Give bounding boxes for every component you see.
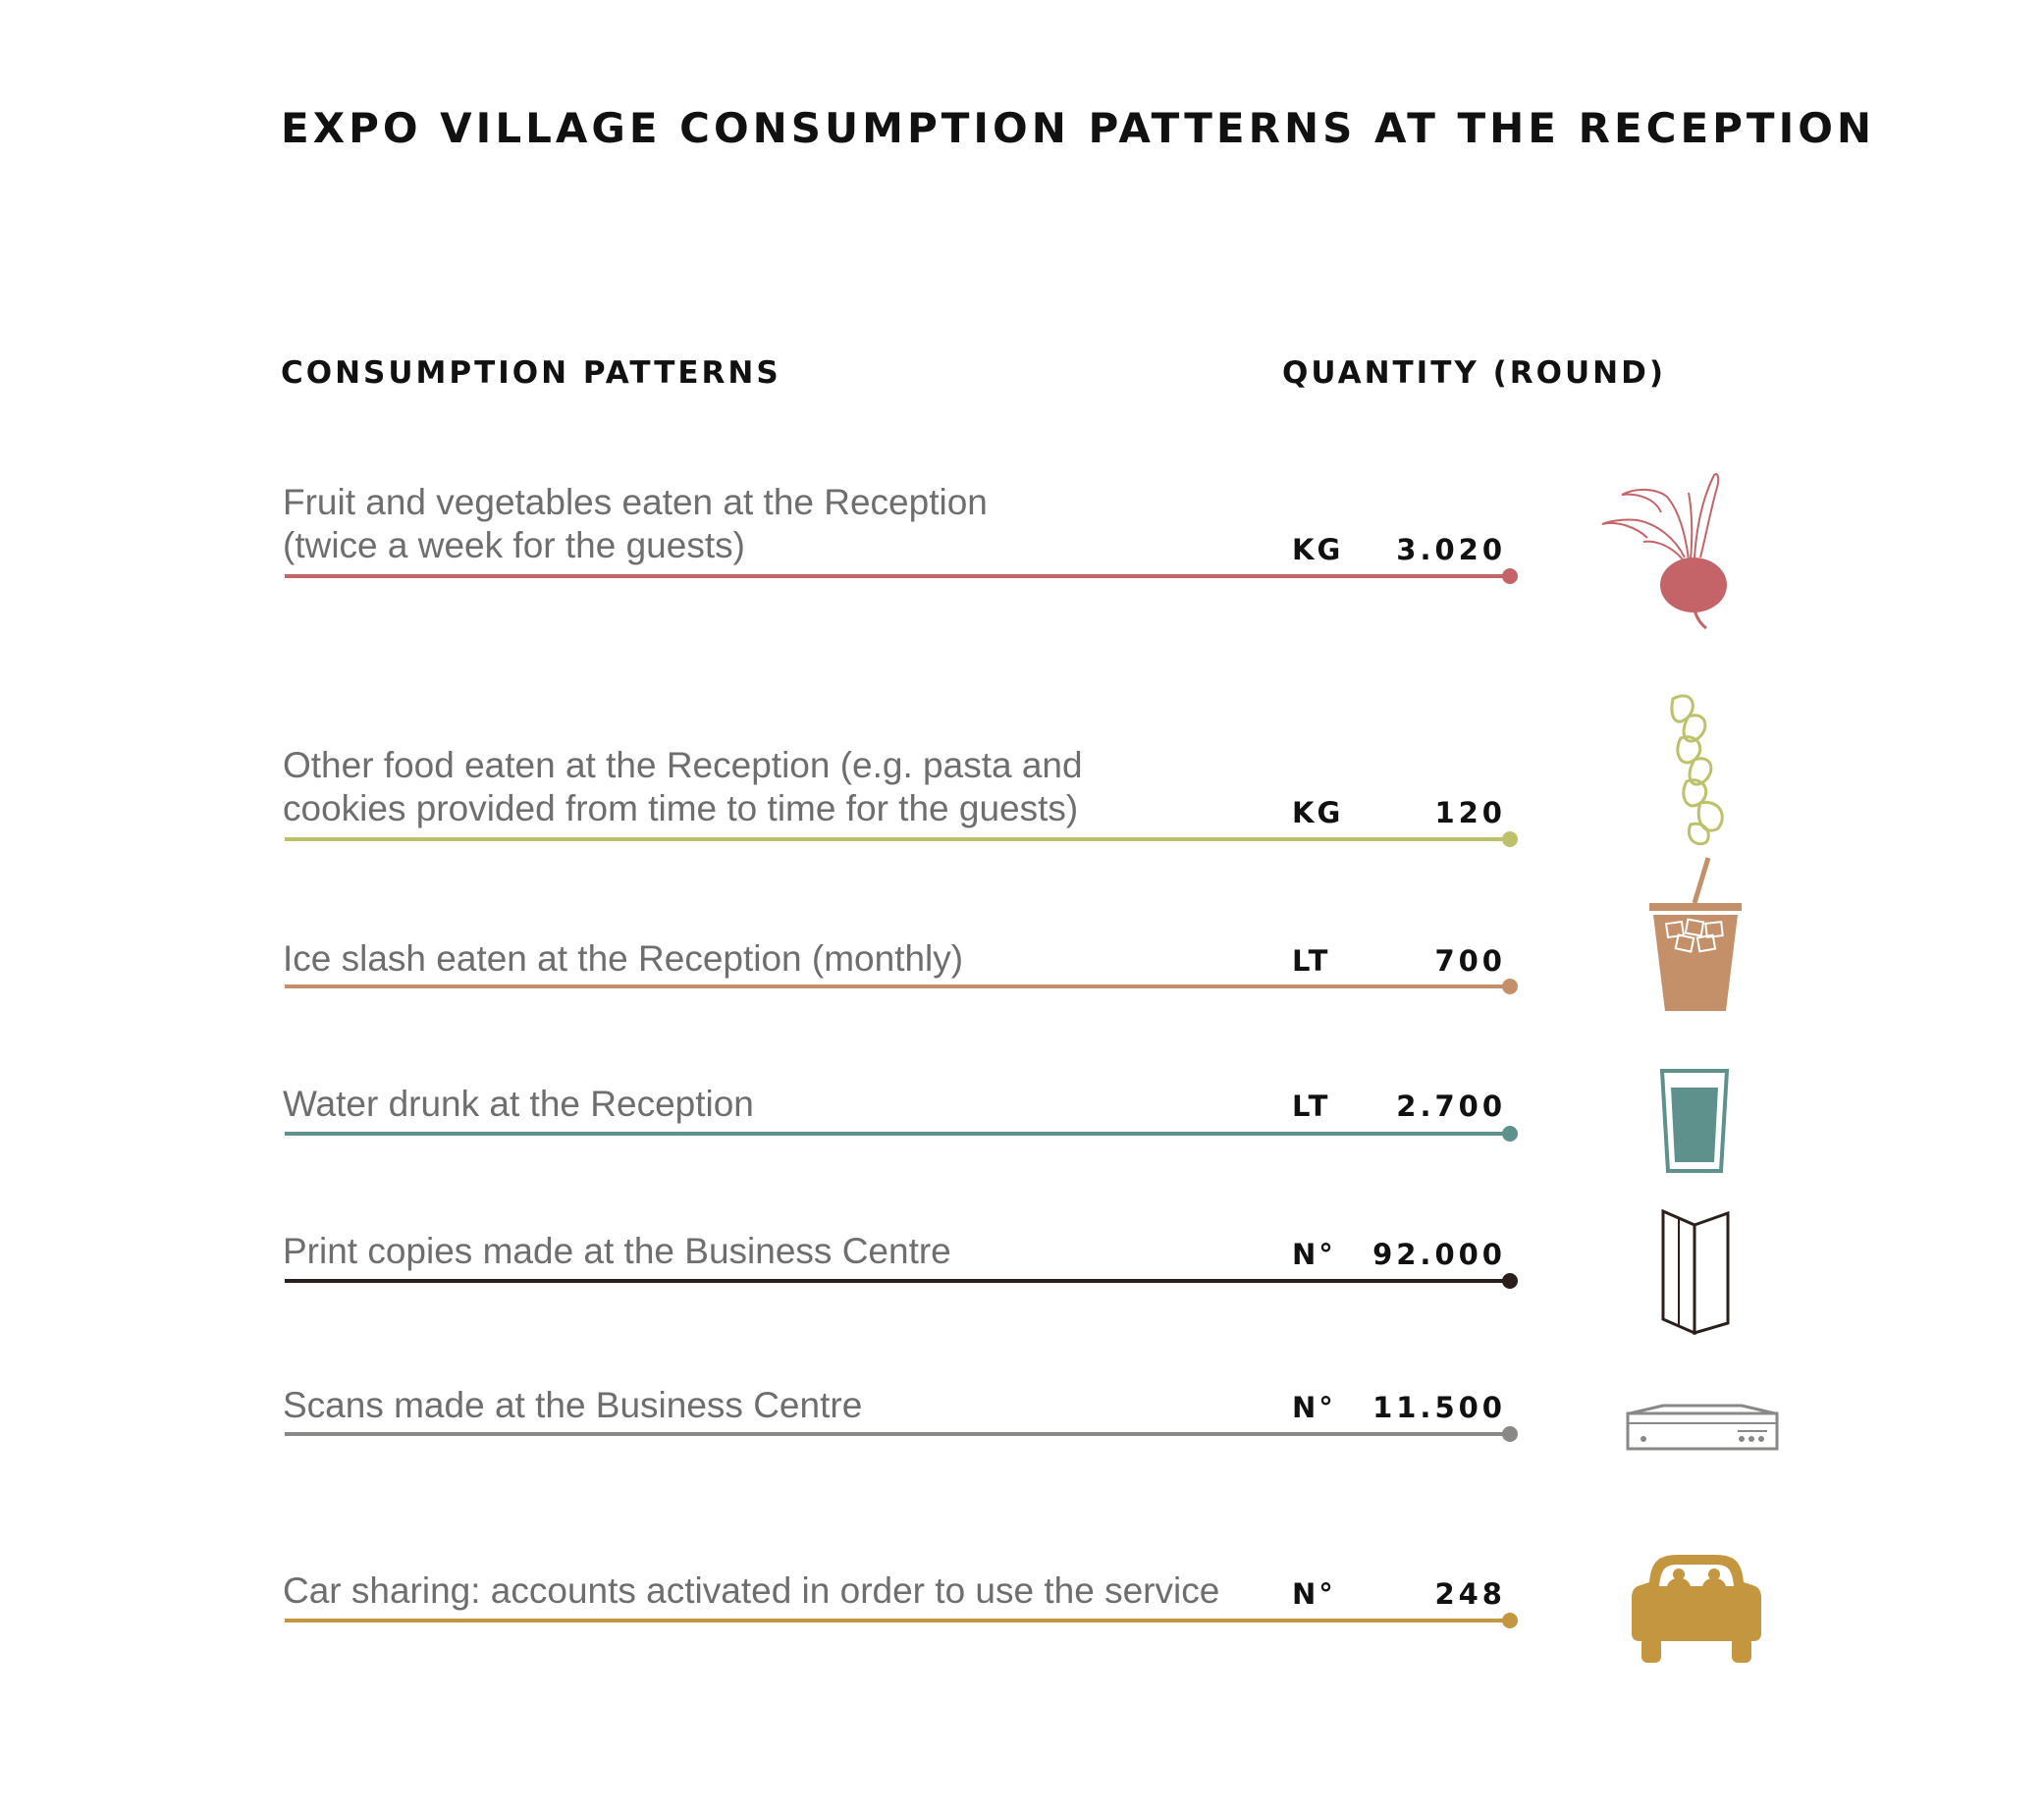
pasta-icon (1651, 689, 1740, 846)
row-unit: KG (1292, 796, 1344, 829)
row-rule (285, 1432, 1512, 1436)
row-label-line: Other food eaten at the Reception (e.g. pasta and (283, 745, 1083, 785)
row-unit: N° (1292, 1391, 1336, 1424)
row-label (283, 744, 1083, 830)
row-rule (285, 984, 1512, 988)
beet-icon (1598, 469, 1736, 630)
row-rule (285, 1132, 1512, 1136)
row-dot (1502, 1126, 1518, 1142)
row-label-line: Fruit and vegetables eaten at the Reception (283, 482, 988, 522)
row-label (283, 481, 988, 567)
row-value: 248 (1434, 1577, 1506, 1611)
row-value: 11.500 (1372, 1391, 1506, 1424)
row-rule (285, 1279, 1512, 1283)
row-dot (1502, 1273, 1518, 1289)
row-label (283, 1230, 951, 1273)
row-dot (1502, 979, 1518, 994)
row-label-line: Ice slash eaten at the Reception (monthly) (283, 938, 964, 979)
water-glass-icon (1659, 1068, 1730, 1174)
row-value: 120 (1434, 796, 1506, 829)
row-value: 3.020 (1396, 533, 1506, 566)
row-unit: LT (1292, 944, 1331, 978)
row-label (283, 1569, 1219, 1613)
row-rule (285, 1619, 1512, 1622)
row-unit: LT (1292, 1090, 1331, 1123)
row-value: 700 (1434, 944, 1506, 978)
column-header-quantity: QUANTITY (ROUND) (1282, 355, 1666, 391)
row-label-line: Water drunk at the Reception (283, 1084, 754, 1124)
column-header-patterns: CONSUMPTION PATTERNS (281, 355, 781, 391)
row-label-line: (twice a week for the guests) (283, 525, 745, 565)
row-label (283, 937, 963, 981)
scanner-icon (1624, 1398, 1781, 1453)
row-value: 2.700 (1396, 1090, 1506, 1123)
row-rule (285, 837, 1512, 841)
folded-paper-icon (1659, 1207, 1732, 1337)
ice-slush-cup-icon (1647, 854, 1746, 1015)
row-label-line: Scans made at the Business Centre (283, 1385, 863, 1425)
row-label-line: cookies provided from time to time for the guests) (283, 788, 1079, 828)
row-label (283, 1083, 754, 1126)
row-label-line: Print copies made at the Business Centre (283, 1231, 951, 1271)
row-rule (285, 574, 1512, 578)
page-title: EXPO VILLAGE CONSUMPTION PATTERNS AT THE RECEPTION (281, 104, 1876, 152)
row-unit: N° (1292, 1238, 1336, 1271)
car-icon (1630, 1547, 1763, 1665)
row-unit: KG (1292, 533, 1344, 566)
row-unit: N° (1292, 1577, 1336, 1611)
row-dot (1502, 568, 1518, 584)
row-label (283, 1384, 862, 1427)
row-dot (1502, 1613, 1518, 1628)
row-label-line: Car sharing: accounts activated in order to use the service (283, 1570, 1220, 1611)
row-dot (1502, 831, 1518, 847)
row-dot (1502, 1426, 1518, 1442)
row-value: 92.000 (1372, 1238, 1506, 1271)
